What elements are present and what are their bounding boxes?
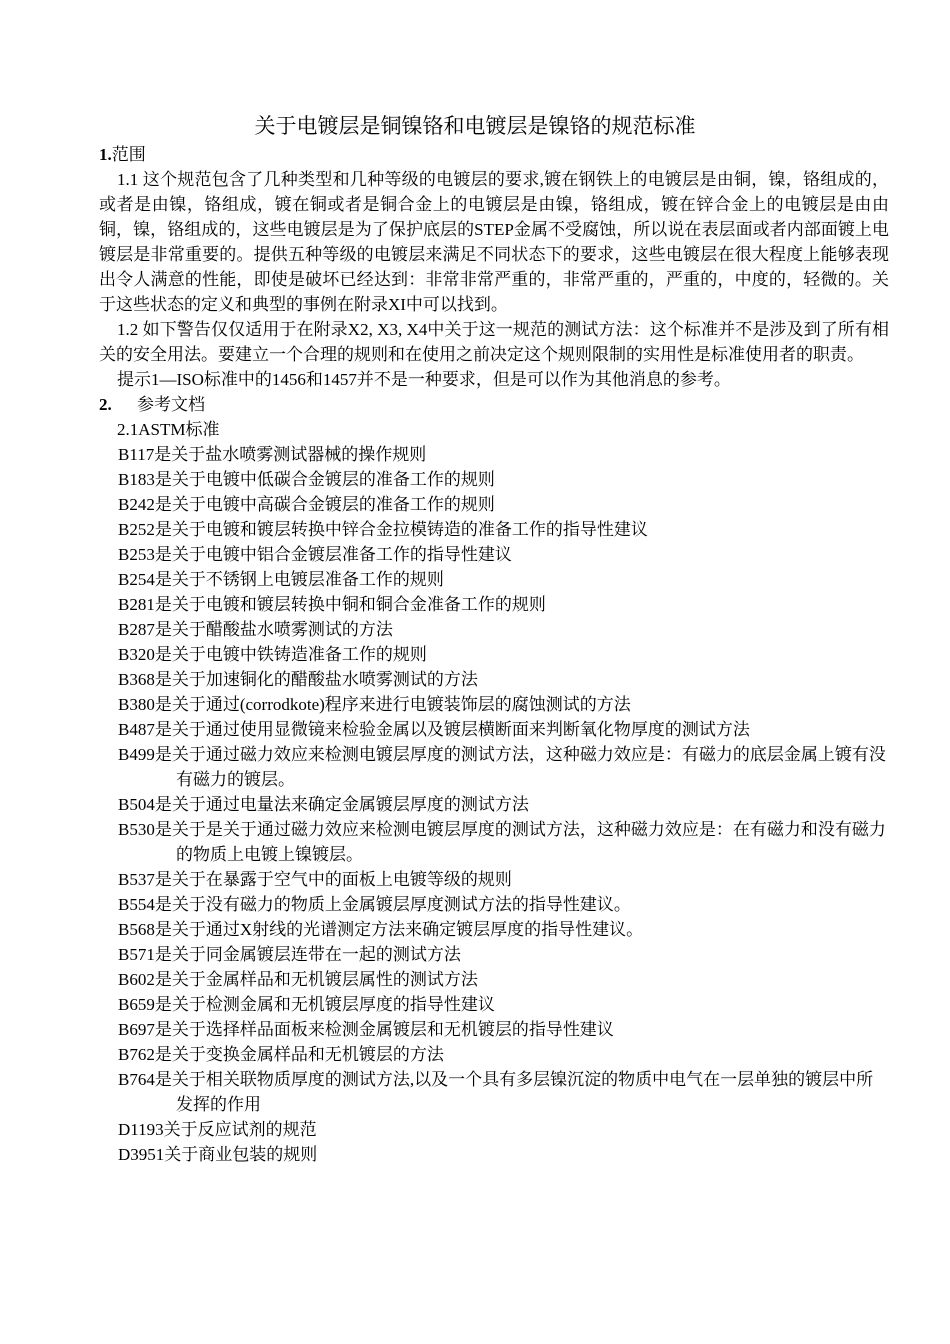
reference-item: B183是关于电镀中低碳合金镀层的准备工作的规则 bbox=[118, 470, 495, 489]
section-1-number: 1. bbox=[99, 145, 112, 164]
reference-item: B242是关于电镀中高碳合金镀层的准备工作的规则 bbox=[118, 495, 495, 514]
reference-item: B697是关于选择样品面板来检测金属镀层和无机镀层的指导性建议 bbox=[118, 1020, 614, 1039]
reference-item: B571是关于同金属镀层连带在一起的测试方法 bbox=[118, 945, 461, 964]
reference-item: B554是关于没有磁力的物质上金属镀层厚度测试方法的指导性建议。 bbox=[118, 895, 631, 914]
document-title: 关于电镀层是铜镍铬和电镀层是镍铬的规范标准 bbox=[254, 114, 696, 138]
reference-item: B762是关于变换金属样品和无机镀层的方法 bbox=[118, 1045, 444, 1064]
section-2-title: 参考文档 bbox=[137, 395, 205, 414]
reference-item: B504是关于通过电量法来确定金属镀层厚度的测试方法 bbox=[118, 795, 529, 814]
section-1-heading bbox=[99, 142, 889, 167]
reference-item: B380是关于通过(corrodkote)程序来进行电镀装饰层的腐蚀测试的方法 bbox=[118, 695, 631, 714]
reference-item: B602是关于金属样品和无机镀层属性的测试方法 bbox=[118, 970, 478, 989]
reference-item: B320是关于电镀中铁铸造准备工作的规则 bbox=[118, 645, 427, 664]
subsection-2-1: 2.1ASTM标准 bbox=[117, 420, 220, 439]
reference-item: B254是关于不锈钢上电镀层准备工作的规则 bbox=[118, 570, 444, 589]
reference-item: B287是关于醋酸盐水喷雾测试的方法 bbox=[118, 620, 393, 639]
reference-item: B659是关于检测金属和无机镀层厚度的指导性建议 bbox=[118, 995, 495, 1014]
reference-item: B252是关于电镀和镀层转换中锌合金拉模铸造的准备工作的指导性建议 bbox=[118, 520, 648, 539]
paragraph-1-2: 1.2 如下警告仅仅适用于在附录X2, X3, X4中关于这一规范的测试方法：这个标准并不是涉及到了所有相关的安全用法。要建立一个合理的规则和在使用之前决定这个规则限制的实用性是标准使用者的职责。 bbox=[99, 320, 889, 364]
reference-item: B568是关于通过X射线的光谱测定方法来确定镀层厚度的指导性建议。 bbox=[118, 920, 644, 939]
reference-item: B281是关于电镀和镀层转换中铜和铜合金准备工作的规则 bbox=[118, 595, 546, 614]
reference-item: B487是关于通过使用显微镜来检验金属以及镀层横断面来判断氧化物厚度的测试方法 bbox=[118, 720, 750, 739]
section-2-heading bbox=[99, 392, 889, 417]
reference-item: B764是关于相关联物质厚度的测试方法,以及一个具有多层镍沉淀的物质中电气在一层单独的镀层中所发挥的作用 bbox=[118, 1070, 874, 1114]
reference-item: B530是关于是关于通过磁力效应来检测电镀层厚度的测试方法，这种磁力效应是：在有磁力和没有磁力的物质上电镀上镍镀层。 bbox=[118, 820, 886, 864]
reference-item: B499是关于通过磁力效应来检测电镀层厚度的测试方法，这种磁力效应是：有磁力的底层金属上镀有没有磁力的镀层。 bbox=[118, 745, 886, 789]
reference-item: B117是关于盐水喷雾测试器械的操作规则 bbox=[118, 445, 427, 464]
section-2-number: 2. bbox=[99, 395, 112, 414]
reference-item: B368是关于加速铜化的醋酸盐水喷雾测试的方法 bbox=[118, 670, 478, 689]
reference-item: D1193关于反应试剂的规范 bbox=[118, 1120, 317, 1139]
section-1-title: 范围 bbox=[111, 145, 146, 164]
document-body bbox=[99, 142, 889, 1167]
reference-item: B253是关于电镀中铝合金镀层准备工作的指导性建议 bbox=[118, 545, 512, 564]
reference-item: B537是关于在暴露于空气中的面板上电镀等级的规则 bbox=[118, 870, 512, 889]
note-1: 提示1—ISO标准中的1456和1457并不是一种要求，但是可以作为其他消息的参考。 bbox=[117, 370, 731, 389]
reference-item: D3951关于商业包装的规则 bbox=[118, 1145, 318, 1164]
paragraph-1-1: 1.1 这个规范包含了几种类型和几种等级的电镀层的要求,镀在钢铁上的电镀层是由铜，镍，铬组成的，或者是由镍，铬组成，镀在铜或者是铜合金上的电镀层是由镍，铬组成，镀在锌合金上的电镀层是由由铜，镍，铬组成的，这些电镀层是为了保护底层的STEP金属不受腐蚀，所以说在表层面或者内部面镀上电镀层是非常重要的。提供五种等级的电镀层来满足不同状态下的要求，这些电镀层在很大程度上能够表现出令人满意的性能，即使是破坏已经达到：非常非常严重的，非常严重的，严重的，中度的，轻微的。关于这些状态的定义和典型的事例在附录XI中可以找到。 bbox=[99, 170, 889, 314]
